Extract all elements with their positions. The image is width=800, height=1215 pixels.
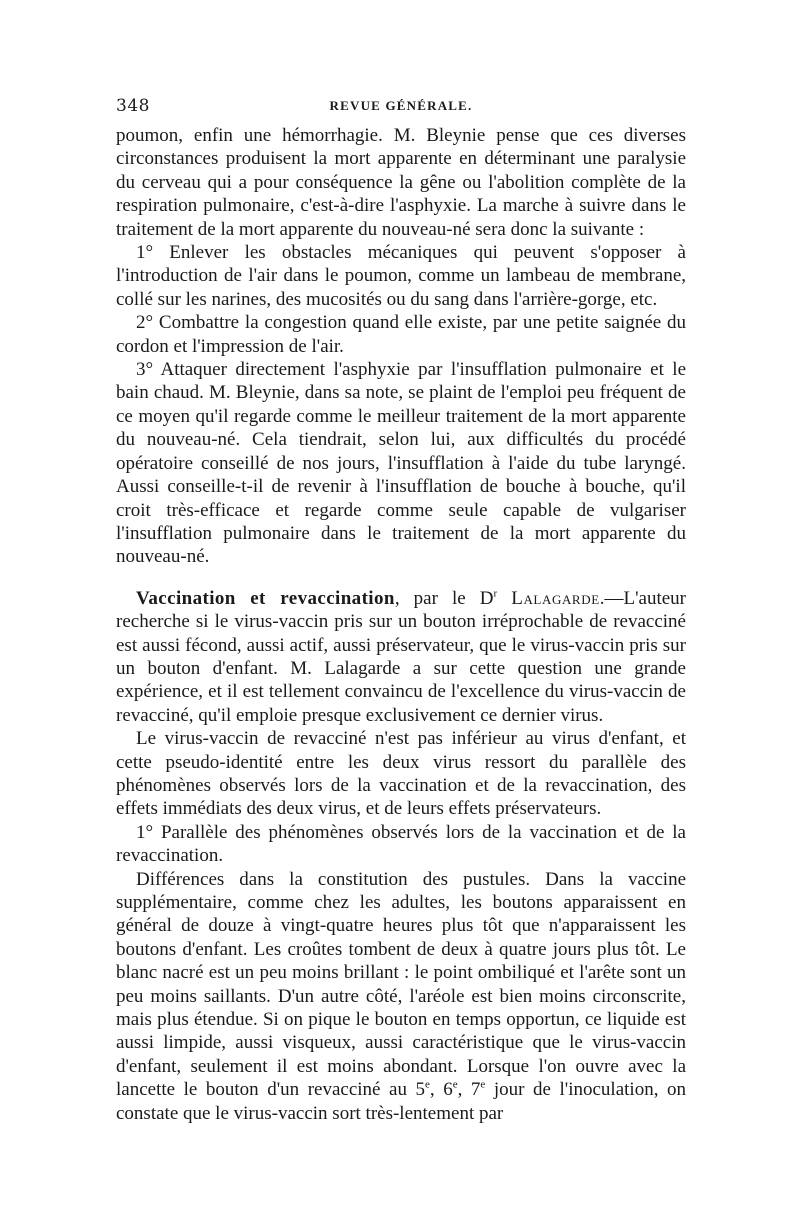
list-item-2: 2° Combattre la congestion quand elle existe, par une petite saignée du cordon et l'impression de l'air. [116, 312, 686, 357]
section-byline: , par le D [394, 587, 494, 609]
differences-end: jour de l'inoculation, on constate que le virus-vaccin sort très-lentement par [116, 1079, 687, 1124]
list-item-3: 3° Attaquer directement l'asphyxie par l'insufflation pulmonaire et le bain chaud. M. Bleynie, dans sa note, se plaint de l'emploi peu fréquent de ce moyen qu'il regarde comme le meilleur traitement de la mort apparente du nouveau-né. Cela tiendrait, selon lui, aux difficultés du procédé opératoire conseillé de nos jours, l'insufflation à l'aide du tube laryngé. Aussi conseille-t-il de revenir à l'insufflation de bouche à bouche, qu'il croit très-efficace et regarde comme seule capable de vulgariser l'insufflation pulmonaire dans le traitement de la mort apparente du nouveau-né. [116, 359, 686, 568]
author-name: Lalagarde [511, 587, 600, 609]
journal-title: REVUE GÉNÉRALE. [329, 98, 473, 113]
continued-paragraph: poumon, enfin une hémorrhagie. M. Bleynie pense que ces diverses circonstances produisent la mort apparente en déterminant une paralysie du cerveau qui a pour conséquence la gêne ou l'abolition complète de la respiration pulmonaire, c'est-à-dire l'asphyxie. La marche à suivre dans le traitement de la mort apparente du nouveau-né sera donc la suivante : [116, 125, 686, 240]
ordinal-sup-2: e [452, 1078, 458, 1091]
paragraph-parallel: 1° Parallèle des phénomènes observés lors de la vaccination et de la revaccination. [116, 821, 686, 867]
ordinal-sup-3: e [480, 1078, 486, 1091]
ordinal-sep-2: , 7 [457, 1079, 481, 1101]
book-page [116, 96, 686, 1125]
paragraph-differences [116, 868, 686, 1125]
section-text: .—L'auteur recherche si le virus-vaccin pris sur un bouton irréprochable de revacciné est aussi fécond, aussi actif, aussi préservateur, que le virus-vaccin pris sur un bouton d'enfant. M. Lalagarde a sur cette question une grande expérience, et il est tellement convaincu de l'excellence du virus-vaccin de revacciné, qu'il emploie presque exclusivement ce dernier virus. [116, 587, 686, 726]
list-item-1: 1° Enlever les obstacles mécaniques qui peuvent s'opposer à l'introduction de l'air dans le poumon, comme un lambeau de membrane, collé sur les narines, des mucosités ou du sang dans l'arrière-gorge, etc. [116, 242, 686, 310]
body-text [116, 124, 686, 1125]
section-title: Vaccination et revaccination [136, 587, 395, 609]
section-spacer [116, 569, 686, 587]
page-number: 348 [116, 96, 150, 116]
ordinal-sep-1: , 6 [429, 1079, 453, 1101]
section-vaccination [116, 587, 686, 727]
differences-text: Différences dans la constitution des pustules. Dans la vaccine supplémentaire, comme chez les adultes, les boutons apparaissent en général de douze à vingt-quatre heures plus tôt que n'apparaissent les boutons d'enfant. Les croûtes tombent de deux à quatre jours plus tôt. Le blanc nacré est un peu moins brillant : le point ombiliqué et l'arête sont un peu moins saillants. D'un autre côté, l'aréole est bien moins circonscrite, mais plus étendue. Si on pique le bouton en temps opportun, ce liquide est aussi limpide, aussi visqueux, aussi caractéristique que le virus-vaccin d'enfant, seulement il est moins abondant. Lorsque l'on ouvre avec la lancette le bouton d'un revacciné au 5 [116, 868, 686, 1101]
author-title-sup: r [493, 587, 498, 600]
running-head [116, 96, 686, 122]
paragraph-inferior: Le virus-vaccin de revacciné n'est pas inférieur au virus d'enfant, et cette pseudo-identité entre les deux virus ressort du parallèle des phénomènes observés lors de la vaccination et de la revaccination, des effets immédiats des deux virus, et de leurs effets préservateurs. [116, 728, 686, 820]
ordinal-sup-1: e [425, 1078, 430, 1091]
